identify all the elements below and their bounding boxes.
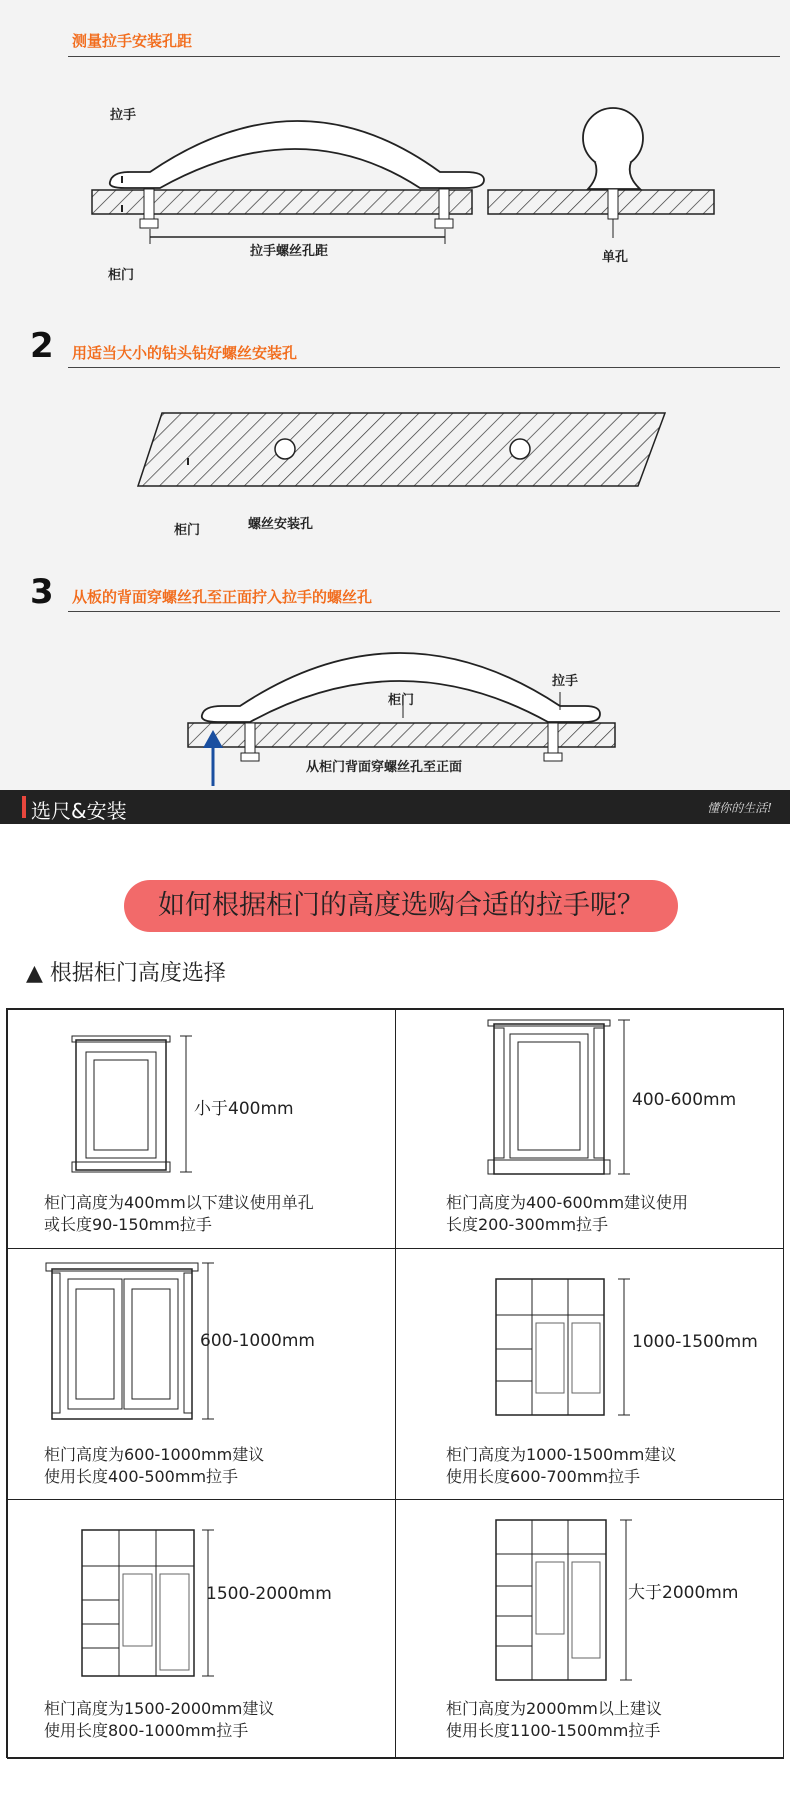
step1-rule [68, 56, 780, 57]
installation-guide [0, 0, 790, 790]
cell-dimension: 大于2000mm [628, 1583, 739, 1603]
cell-caption-line1: 柜门高度为400-600mm建议使用 [446, 1193, 689, 1212]
banner-slogan: 懂你的生活! [707, 801, 772, 815]
wardrobe-tall-icon [8, 1500, 397, 1690]
label-screw-hole: 螺丝安装孔 [248, 517, 314, 532]
cell-dimension: 600-1000mm [200, 1331, 315, 1351]
step1-diagram [92, 108, 714, 244]
label-door: 柜门 [388, 693, 415, 708]
step3-rule [68, 611, 780, 612]
cell-caption-line1: 柜门高度为2000mm以上建议 [446, 1699, 662, 1718]
question-heading: 如何根据柜门的高度选购合适的拉手呢？ [124, 880, 678, 932]
size-cell-6 [395, 1499, 784, 1759]
step2-rule [68, 367, 780, 368]
cell-caption-line1: 柜门高度为400mm以下建议使用单孔 [44, 1193, 314, 1212]
cell-caption-line1: 柜门高度为600-1000mm建议 [44, 1445, 265, 1464]
size-cell-2 [395, 1009, 784, 1249]
cell-caption-line1: 柜门高度为1500-2000mm建议 [44, 1699, 275, 1718]
label-hole-spacing: 拉手螺丝孔距 [250, 244, 329, 259]
section-title: ▲ 根据柜门高度选择 [26, 961, 226, 986]
size-cell-5 [7, 1499, 396, 1759]
step2-title: 用适当大小的钻头钻好螺丝安装孔 [72, 344, 298, 362]
step3-title: 从板的背面穿螺丝孔至正面拧入拉手的螺丝孔 [72, 588, 373, 606]
size-cell-1 [7, 1009, 396, 1249]
cell-dimension: 小于400mm [194, 1099, 294, 1119]
cell-caption-line1: 柜门高度为1000-1500mm建议 [446, 1445, 677, 1464]
cell-caption-line2: 或长度90-150mm拉手 [44, 1215, 212, 1234]
size-cell-3 [7, 1248, 396, 1500]
label-door: 柜门 [174, 523, 201, 538]
step2-diagram [138, 413, 665, 486]
cell-dimension: 400-600mm [632, 1090, 737, 1110]
cell-caption-line2: 使用长度600-700mm拉手 [446, 1467, 641, 1486]
label-single-hole: 单孔 [602, 250, 629, 265]
label-handle: 拉手 [552, 674, 579, 689]
banner-accent [22, 796, 26, 818]
step2-number: 2 [30, 326, 54, 366]
cell-caption-line2: 长度200-300mm拉手 [446, 1215, 609, 1234]
section-banner [0, 790, 790, 824]
banner-title: 选尺&安装 [31, 799, 127, 823]
cell-caption-line2: 使用长度1100-1500mm拉手 [446, 1721, 661, 1740]
cell-caption-line2: 使用长度400-500mm拉手 [44, 1467, 239, 1486]
label-through-back: 从柜门背面穿螺丝孔至正面 [306, 760, 463, 775]
size-grid [6, 1008, 784, 1758]
label-handle: 拉手 [110, 108, 137, 123]
step1-title: 测量拉手安装孔距 [72, 32, 193, 50]
cell-dimension: 1500-2000mm [206, 1584, 332, 1604]
label-door: 柜门 [108, 268, 135, 283]
step3-number: 3 [30, 572, 54, 612]
size-cell-4 [395, 1248, 784, 1500]
size-guide [0, 824, 790, 1796]
cell-dimension: 1000-1500mm [632, 1332, 758, 1352]
cell-caption-line2: 使用长度800-1000mm拉手 [44, 1721, 249, 1740]
